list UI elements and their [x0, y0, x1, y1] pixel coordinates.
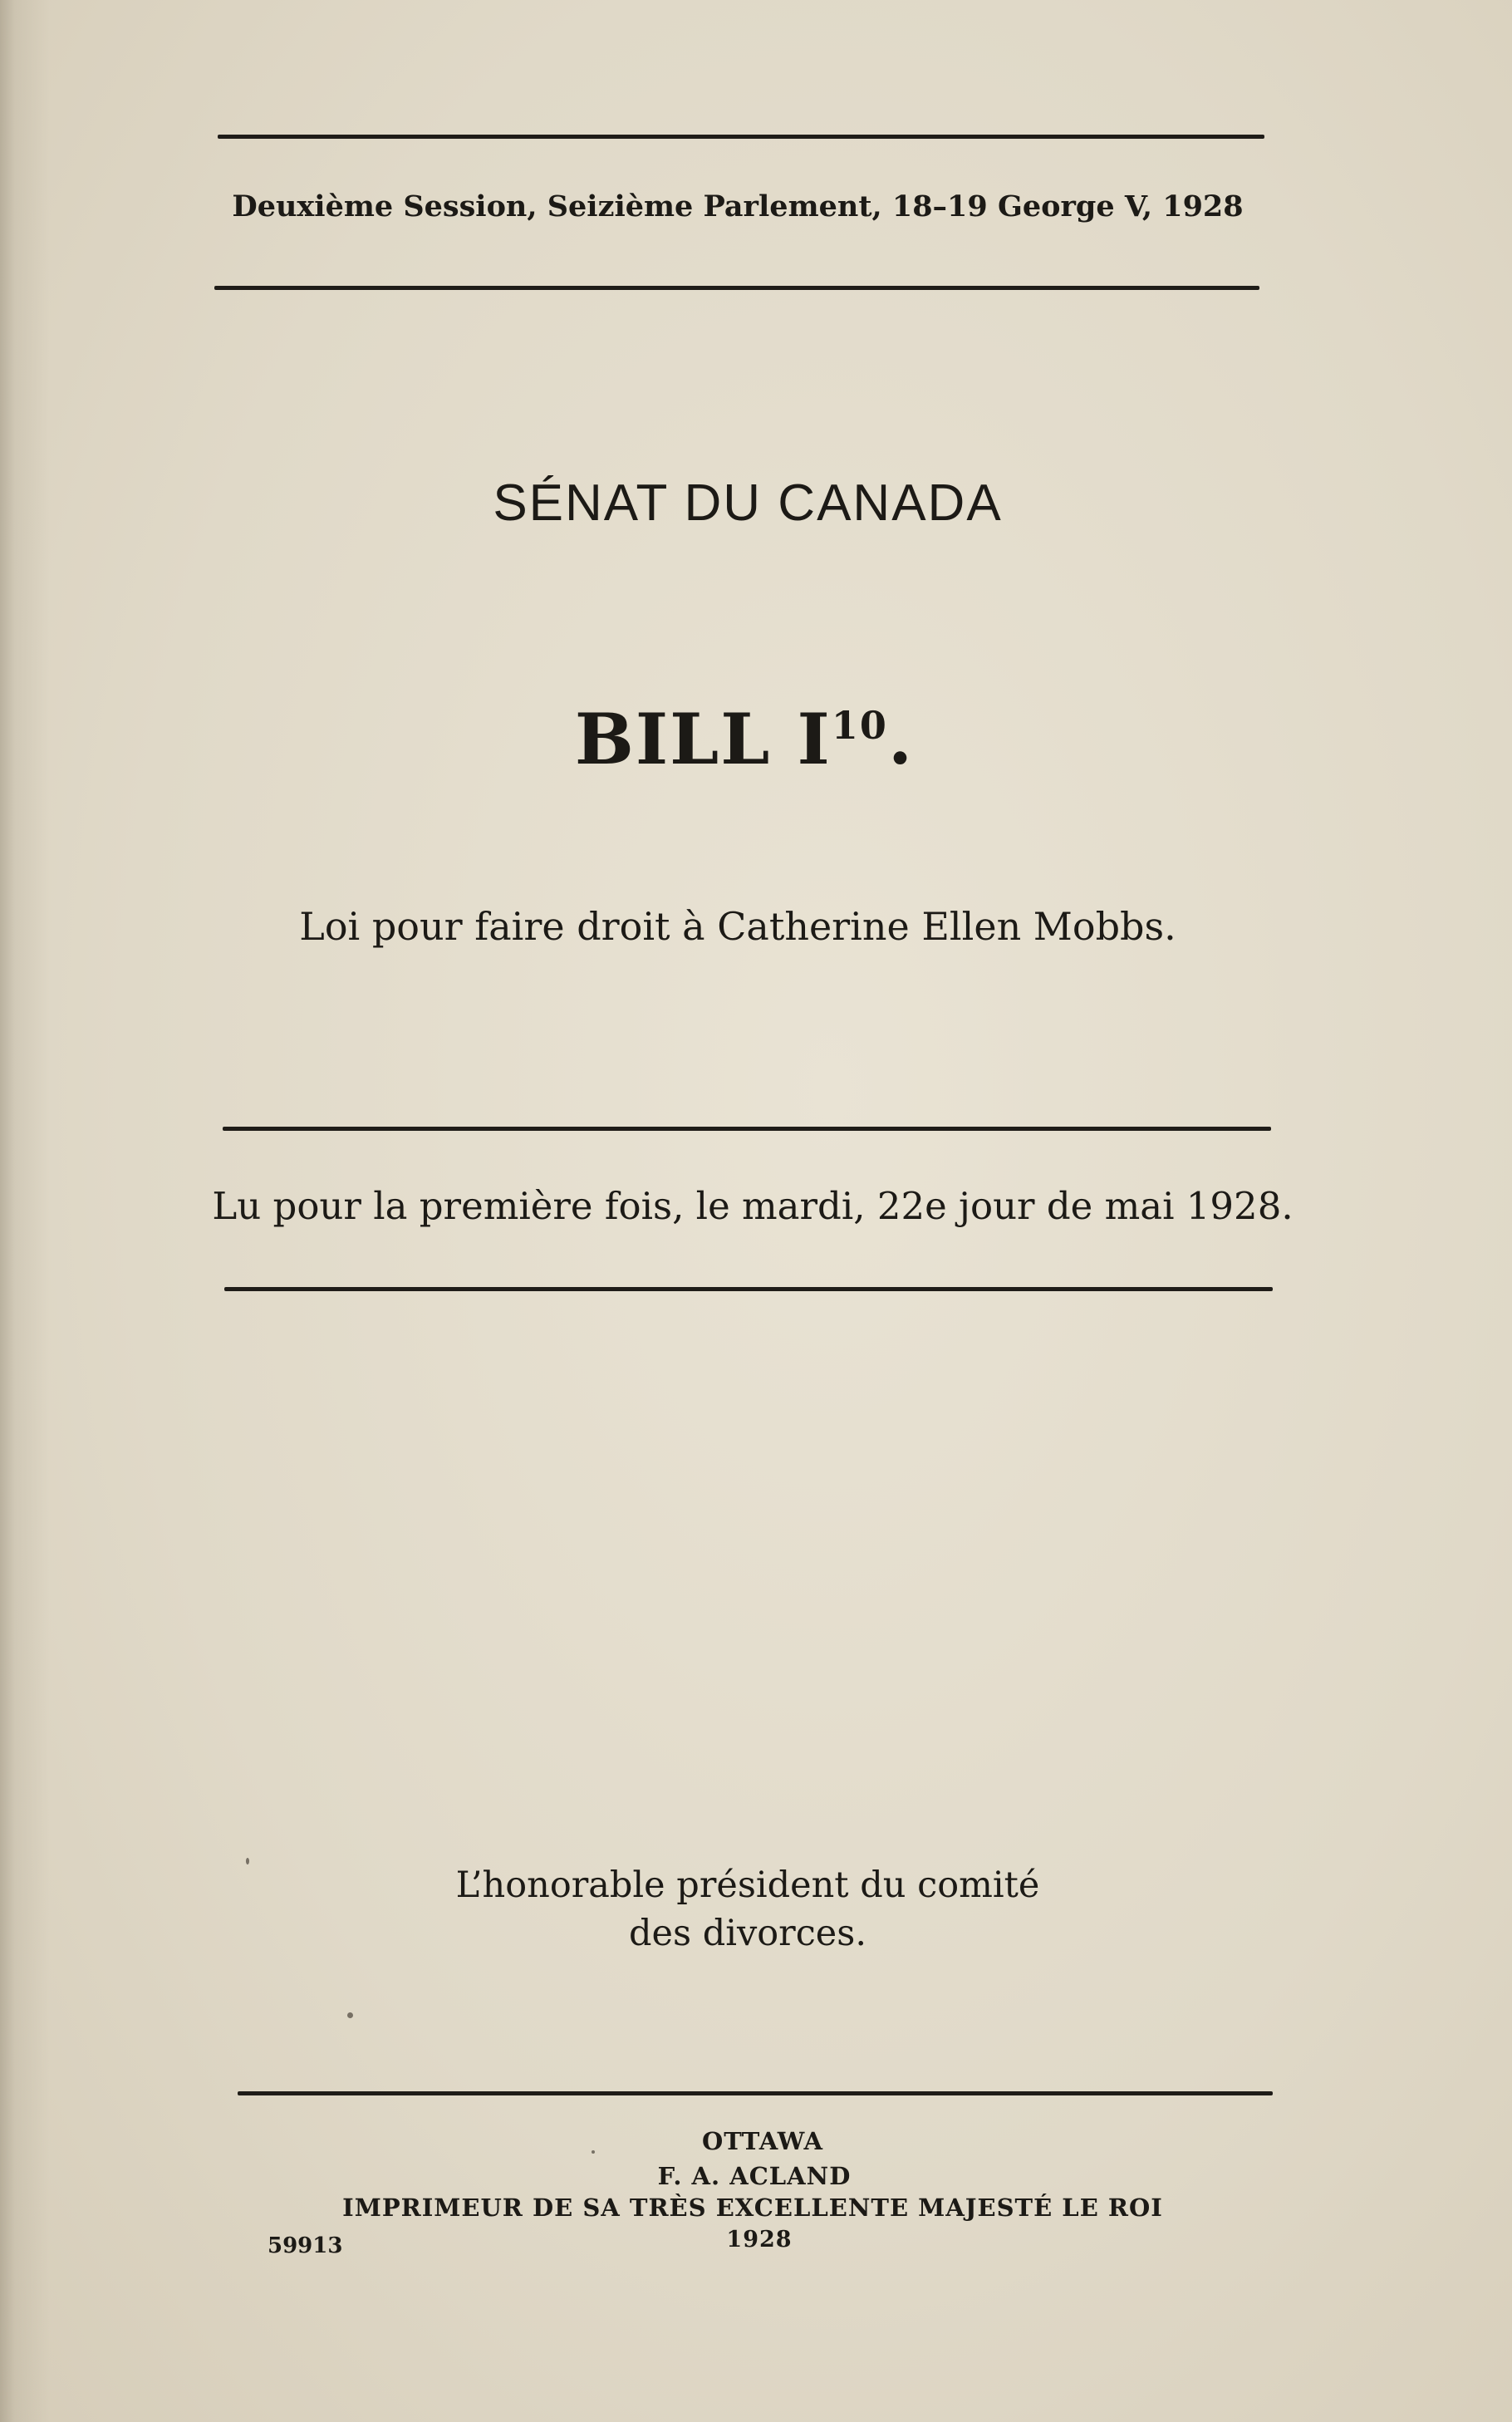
bill-label: BILL I — [574, 698, 832, 780]
sponsor-block — [0, 1861, 1504, 1958]
paper-speck — [592, 2150, 595, 2154]
bill-number — [0, 698, 1500, 780]
reading-top-rule — [223, 1127, 1271, 1131]
bill-suffix: . — [887, 698, 915, 780]
session-line: Deuxième Session, Seizième Parlement, 18–19 George V, 1928 — [232, 189, 1244, 224]
reading-bottom-rule — [224, 1287, 1273, 1291]
header-bottom-rule — [214, 286, 1259, 290]
bill-title: Loi pour faire droit à Catherine Ellen Mobbs. — [299, 904, 1176, 949]
print-code: 59913 — [268, 2233, 343, 2258]
top-rule — [218, 135, 1264, 139]
imprint-city: OTTAWA — [701, 2127, 824, 2155]
bill-superscript: 10 — [831, 703, 888, 748]
chamber-title: SÉNAT DU CANADA — [493, 474, 1003, 532]
paper-speck — [246, 1858, 249, 1864]
imprint-year: 1928 — [726, 2227, 793, 2253]
paper-speck — [347, 2012, 353, 2018]
imprint-role: IMPRIMEUR DE SA TRÈS EXCELLENTE MAJESTÉ LE ROI — [342, 2194, 1163, 2222]
imprint-printer: F. A. ACLAND — [657, 2162, 852, 2190]
sponsor-line-1: L’honorable président du comité — [455, 1864, 1040, 1906]
first-reading-line: Lu pour la première fois, le mardi, 22e jour de mai 1928. — [212, 1184, 1294, 1228]
imprint-top-rule — [238, 2091, 1273, 2095]
sponsor-line-2: des divorces. — [629, 1913, 866, 1954]
